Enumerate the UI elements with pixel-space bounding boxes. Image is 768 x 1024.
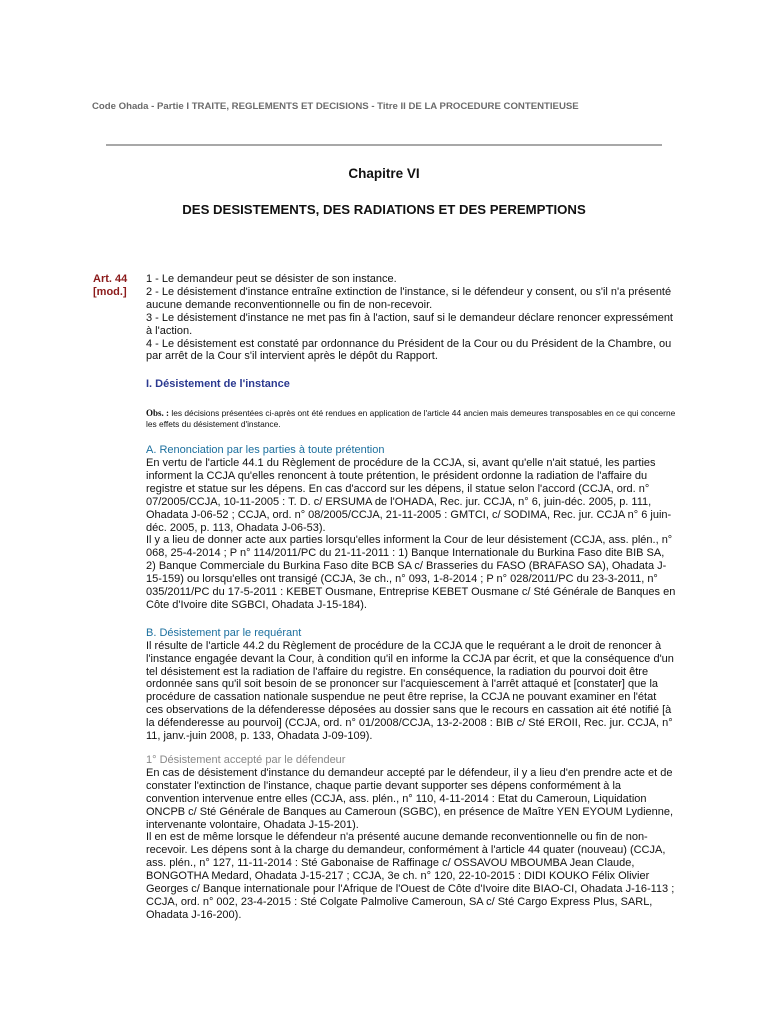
chapter-number: Chapitre VI	[348, 166, 420, 181]
divider	[106, 144, 662, 146]
section-heading: I. Désistement de l'instance	[146, 378, 290, 391]
article-modified-tag: [mod.]	[93, 286, 127, 298]
obs-text: les décisions présentées ci-après ont été rendues en application de l'article 44 ancien mais demeures transposables en ce qui concerne les effets du désistement d'instance.	[146, 408, 676, 429]
article-paragraph: 1 - Le demandeur peut se désister de son instance.	[146, 273, 397, 285]
article-label	[93, 273, 141, 299]
observation-note	[146, 408, 676, 429]
article-paragraph: 2 - Le désistement d'instance entraîne extinction de l'instance, si le défendeur y consent, ou s'il n'a présenté aucune demande reconventionnelle ou fin de non-recevoir.	[146, 285, 672, 311]
case-paragraph: Il y a lieu de donner acte aux parties lorsqu'elles informent la Cour de leur désistement (CCJA, ass. plén., n° 068, 25-4-2014 ; P n° 114/2011/PC du 21-11-2011 : 1) Banque Internationale du Burkina Faso dite BIB SA, 2) Banque Commerciale du Burkina Faso dite BCB SA c/ Brasseries du FASO (BRAFASO SA), Ohadata J-15-159) ou lorsqu'elles ont transigé (CCJA, 3e ch., n° 093, 1-8-2014 ; P n° 028/2011/PC du 23-3-2011, n° 035/2011/PC du 17-5-2011 : KEBET Ousmane, Entreprise KEBET Ousmane c/ Sté Générale de Banques en Côte d'Ivoire dite SGBCI, Ohadata J-15-184).	[146, 534, 676, 611]
case-paragraph: En vertu de l'article 44.1 du Règlement de procédure de la CCJA, si, avant qu'elle n'ait statué, les parties informent la CCJA qu'elles renoncent à toute prétention, le président ordonne la radiation de l'affaire du registre et statue sur les dépens. En cas d'accord sur les dépens, il statue selon l'accord (CCJA, ord. n° 07/2005/CCJA, 10-11-2005 : T. D. c/ ERSUMA de l'OHADA, Rec. jur. CCJA, n° 6, juin-déc. 2005, p. 111, Ohadata J-06-52 ; CCJA, ord. n° 08/2005/CCJA, 21-11-2005 : GMTCI, c/ SODIMA, Rec. jur. CCJA n° 6 juin-déc. 2005, p. 113, Ohadata J-06-53).	[146, 456, 672, 534]
obs-label: Obs. :	[146, 408, 170, 419]
case-paragraph: Il résulte de l'article 44.2 du Règlement de procédure de la CCJA que le requérant a le droit de renoncer à l'instance engagée devant la Cour, à condition qu'il en informe la CCJA par écrit, et que la conséquence d'un tel désistement est la radiation de l'affaire du registre. En conséquence, la radiation du pourvoi doit être ordonnée sans qu'il soit besoin de se prononcer sur l'acquiescement à l'arrêt attaqué et [constater] que la procédure de cassation nationale suspendue ne peut être reprise, la CCJA ne pouvant examiner en l'état ces observations de la défenderesse déposées au dossier sans que le recours en cassation ait été notifié [à la défenderesse au pourvoi] (CCJA, ord. n° 01/2008/CCJA, 13-2-2008 : BIB c/ Sté EROII, Rec. jur. CCJA, n° 11, janv.-juin 2008, p. 133, Ohadata J-09-109).	[146, 639, 674, 743]
subsection-heading-1: 1° Désistement accepté par le défendeur	[146, 754, 346, 766]
article-number: Art. 44	[93, 273, 128, 285]
breadcrumb: Code Ohada - Partie I TRAITE, REGLEMENTS ET DECISIONS - Titre II DE LA PROCEDURE CONTENTIEUSE	[92, 101, 579, 112]
case-paragraph: Il en est de même lorsque le défendeur n'a présenté aucune demande reconventionnelle ou fin de non-recevoir. Les dépens sont à la charge du demandeur, conformément à l'article 44 quater (nouveau) (CCJA, ass. plén., n° 127, 11-11-2014 : Sté Gabonaise de Raffinage c/ OSSAVOU MBOUMBA Jean Claude, BONGOTHA Medard, Ohadata J-15-217 ; CCJA, 3e ch. n° 120, 22-10-2015 : DIDI KOUKO Félix Olivier Georges c/ Banque internationale pour l'Afrique de l'Ouest de Côte d'Ivoire dite BIAO-CI, Ohadata J-16-113 ; CCJA, ord. n° 002, 23-4-2015 : Sté Colgate Palmolive Cameroun, SA c/ Sté Cargo Express Plus, SARL, Ohadata J-16-200).	[146, 831, 675, 921]
article-content	[146, 273, 676, 922]
article-paragraph: 3 - Le désistement d'instance ne met pas fin à l'action, sauf si le demandeur déclare renoncer expressément à l'action.	[146, 311, 673, 337]
subsection-heading-a: A. Renonciation par les parties à toute prétention	[146, 444, 385, 457]
chapter-title: DES DESISTEMENTS, DES RADIATIONS ET DES PEREMPTIONS	[182, 202, 586, 217]
article-paragraph: 4 - Le désistement est constaté par ordonnance du Président de la Cour ou du Président de la Chambre, ou par arrêt de la Cour s'il intervient après le dépôt du Rapport.	[146, 337, 672, 363]
case-paragraph: En cas de désistement d'instance du demandeur accepté par le défendeur, il y a lieu d'en prendre acte et de constater l'extinction de l'instance, chaque partie devant supporter ses dépens conformément à la convention intervenue entre elles (CCJA, ass. plén., n° 110, 4-11-2014 : Etat du Cameroun, Liquidation ONCPB c/ Sté Générale de Banques au Cameroun (SGBC), en présence de Maître YEN EYOUM Lydienne, intervenante volontaire, Ohadata J-15-201).	[146, 766, 674, 831]
subsection-heading-b: B. Désistement par le requérant	[146, 626, 302, 639]
